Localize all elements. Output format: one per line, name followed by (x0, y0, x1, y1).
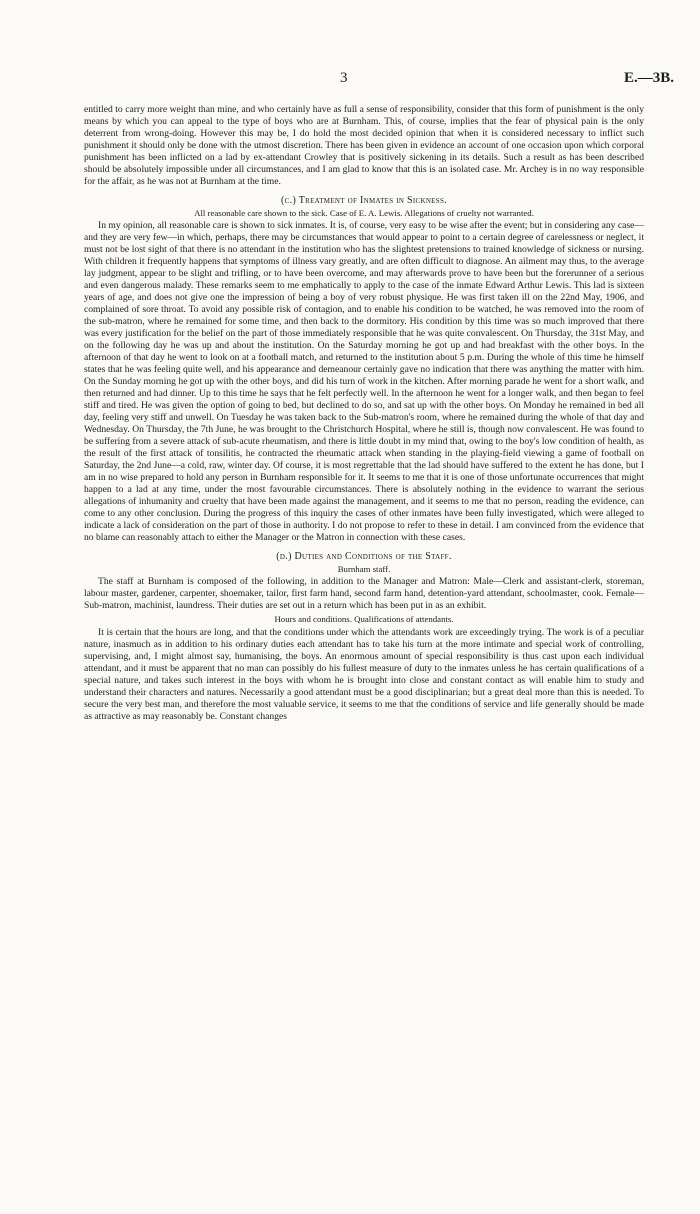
section-d-heading: (d.) Duties and Conditions of the Staff. (276, 551, 452, 562)
page-body (84, 104, 644, 723)
section-c-heading: (c.) Treatment of Inmates in Sickness. (281, 195, 447, 206)
section-d-subheading: Burnham staff. (337, 564, 391, 574)
section-c-subheading: All reasonable care shown to the sick. Case of E. A. Lewis. Allegations of cruelty not warranted. (194, 208, 534, 218)
document-reference: E.—3B. (623, 70, 674, 86)
page-number: 3 (340, 70, 348, 86)
section-c-paragraph: In my opinion, all reasonable care is shown to sick inmates. It is, of course, very easy to be wise after the event; but in considering any case—and they are very few—in which, perhaps, there may be circumstances that would appear to point to a certain degree of carelessness or neglect, it must not be lost sight of that there is no attendant in the institution who has the slightest pretensions to trained knowledge of sickness or nursing. With children it frequently happens that symptoms of illness vary greatly, and are often difficult to diagnose. An ailment may thus, to the average lay judgment, appear to be slight and trifling, or to have been overcome, and may afterwards prove to have been but the forerunner of a serious and even dangerous malady. These remarks seem to me emphatically to apply to the case of the inmate Edward Arthur Lewis. This lad is sixteen years of age, and does not give one the impression of being a boy of very robust physique. He was first taken ill on the 22nd May, 1906, and complained of sore throat. To avoid any possible risk of contagion, and to enable his condition to be watched, he was removed into the room of the sub-matron, where he remained for some time, and then back to the dormitory. His condition by this time was so much improved that there was every justification for the belief on the part of those immediately responsible that he was quite convalescent. On Thursday, the 31st May, and on the following day he was up and about the institution. On the Saturday morning he got up and had breakfast with the other boys. In the afternoon of that day he went to look on at a football match, and returned to the institution about 5 p.m. During the whole of this time he himself states that he was feeling quite well, and his appearance and demeanour certainly gave no indication that there was anything the matter with him. On the Sunday morning he got up with the other boys, and did his turn of work in the kitchen. After morning parade he went for a short walk, and then returned and had dinner. Up to this time he says that he felt perfectly well. In the afternoon he went for a longer walk, and then began to feel stiff and tired. He was given the option of going to bed, but declined to do so, and sat up with the other boys. On Monday he remained in bed all day, feeling very stiff and unwell. On Tuesday he was taken back to the Sub-matron's room, where he remained during the whole of that day and Wednesday. On Thursday, the 7th June, he was brought to the Christchurch Hospital, where he still is, though now convalescent. He was found to be suffering from a severe attack of sub-acute rheumatism, and there is little doubt in my mind that, owing to the boy's low condition of health, as the result of the first attack of tonsilitis, he contracted the rheumatic attack when standing in the playing-field viewing a game of football on Saturday, the 2nd June—a cold, raw, winter day. Of course, it is most regrettable that the lad should have suffered to the extent he has done, but I am in no wise prepared to hold any person in Burnham responsible for it. It seems to me that it is one of those unfortunate occurrences that might happen to a lad at any time, under the most favourable circumstances. There is absolutely nothing in the evidence to warrant the serious allegations of inhumanity and cruelty that have been made against the management, and it seems to me that no person, reading the evidence, can come to any other conclusion. During the progress of this inquiry the cases of other inmates have been fully investigated, which were alleged to indicate a lack of consideration on the part of those in authority. I do not propose to refer to these in detail. I am convinced from the evidence that no blame can reasonably attach to either the Manager or the Matron in connection with these cases. (84, 220, 644, 543)
section-d-paragraph-staff: The staff at Burnham is composed of the following, in addition to the Manager and Matron: Male—Clerk and assistant-clerk, storeman, labour master, gardener, carpenter, shoemaker, tailor, first farm hand, second farm hand, detention-yard attendant, schoolmaster, cook. Female—Sub-matron, machinist, laundress. Their duties are set out in a return which has been put in as an exhibit. (84, 576, 644, 611)
section-d-paragraph-hours: It is certain that the hours are long, and that the conditions under which the attendants work are exceedingly trying. The work is of a peculiar nature, inasmuch as in addition to his ordinary duties each attendant has to take his turn at the more intimate and special work of controlling, supervising, and, I might almost say, humanising, the boys. An enormous amount of special responsibility is thus cast upon each individual attendant, and it must be apparent that no man can possibly do his fullest measure of duty to the inmates unless he has certain qualifications of a special nature, and takes such interest in the boys with whom he is brought into close and constant contact as will enable him to study and understand their characters and natures. Necessarily a good attendant must be a good disciplinarian; but a great deal more than this is needed. To secure the very best man, and therefore the most valuable service, it seems to me that the conditions of service and life generally should be made as attractive as may reasonably be. Constant changes (84, 627, 644, 722)
section-d-subheading-hours: Hours and conditions. Qualifications of attendants. (274, 614, 454, 624)
page-header (0, 70, 700, 90)
intro-paragraph: entitled to carry more weight than mine, and who certainly have as full a sense of responsibility, consider that this form of punishment is the only means by which you can appeal to the type of boys who are at Burnham. This, of course, implies that the fear of physical pain is the only deterrent from wrong-doing. However this may be, I do hold the most decided opinion that when it is considered necessary to inflict such punishment it should only be done with the utmost discretion. There has been given in evidence an account of one occasion upon which corporal punishment has been inflicted on a lad by ex-attendant Crowley that is positively sickening in its details. Such a result as has been described should be absolutely impossible under all circumstances, and I am glad to know that this is an isolated case. Mr. Archey is in no way responsible for the affair, as he was not at Burnham at the time. (84, 104, 644, 187)
